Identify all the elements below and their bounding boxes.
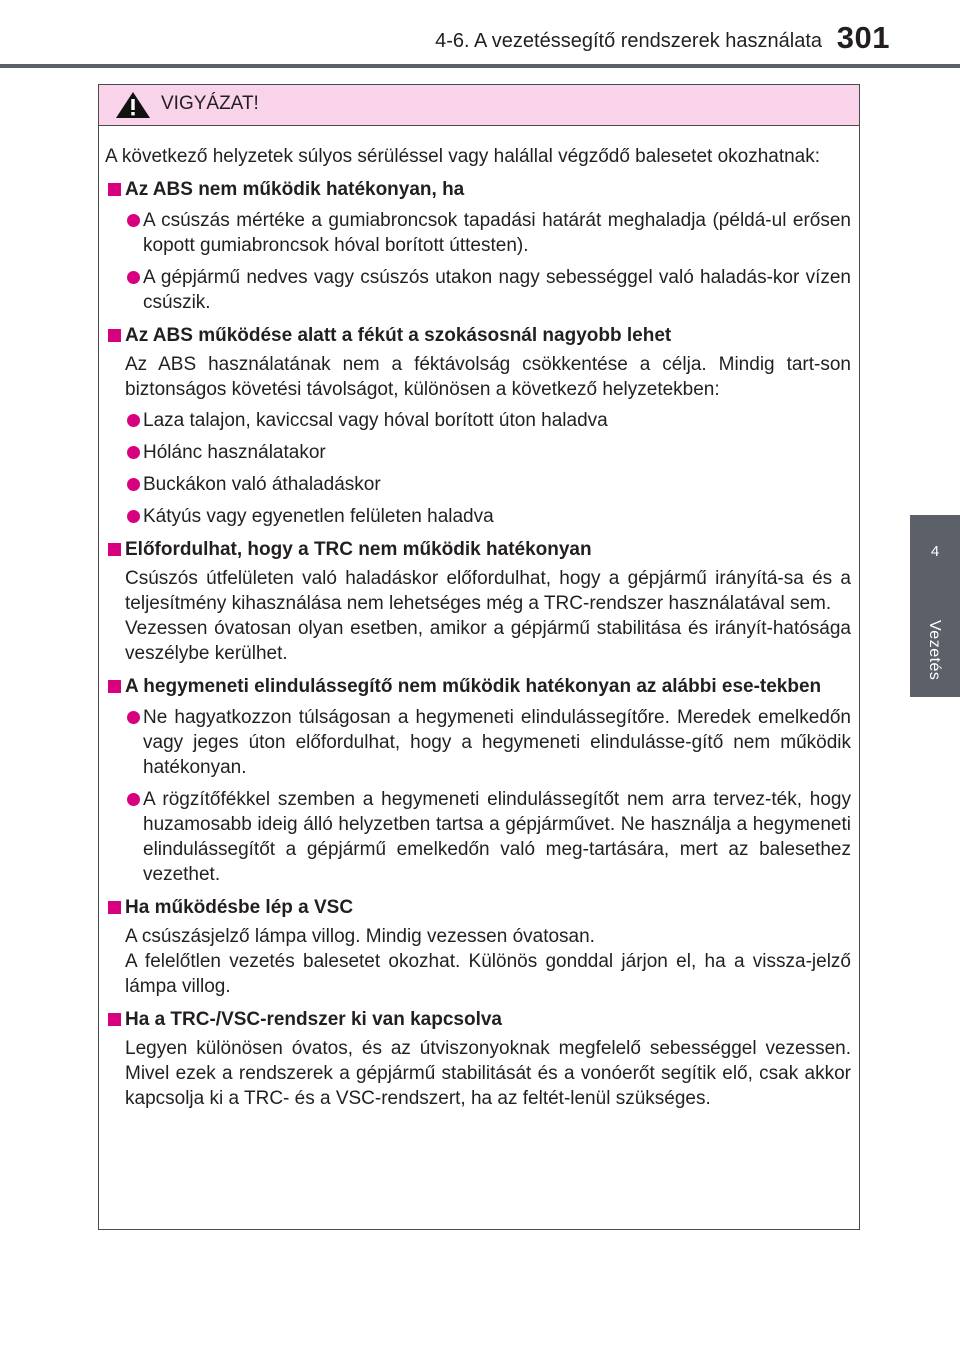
section-heading-text: Ha a TRC-/VSC-rendszer ki van kapcsolva	[125, 1009, 502, 1030]
list-item-text: Buckákon való áthaladáskor	[143, 474, 381, 495]
list-item	[105, 440, 851, 465]
list-item-text: Ne hagyatkozzon túlságosan a hegymeneti elindulássegítőre. Meredek emelkedőn vagy jeges úton előfordulhat, hogy a hegymeneti elindulásse-gítő nem működik hatékonyan.	[143, 707, 851, 778]
chapter-number: 4	[930, 543, 940, 560]
section-paragraph: A csúszásjelző lámpa villog. Mindig vezessen óvatosan.	[125, 926, 595, 947]
round-bullet-icon	[127, 793, 140, 806]
caution-header	[99, 85, 859, 126]
square-bullet-icon	[108, 680, 121, 693]
chapter-tab	[910, 515, 960, 697]
list-item-text: Laza talajon, kaviccsal vagy hóval borított úton haladva	[143, 410, 608, 431]
round-bullet-icon	[127, 510, 140, 523]
list-item	[105, 208, 851, 258]
square-bullet-icon	[108, 183, 121, 196]
round-bullet-icon	[127, 711, 140, 724]
section-heading-text: Előfordulhat, hogy a TRC nem működik hatékonyan	[125, 539, 592, 560]
section-heading-text: Ha működésbe lép a VSC	[125, 897, 354, 918]
square-bullet-icon	[108, 901, 121, 914]
round-bullet-icon	[127, 214, 140, 227]
round-bullet-icon	[127, 478, 140, 491]
square-bullet-icon	[108, 1013, 121, 1026]
section-paragraph: Vezessen óvatosan olyan esetben, amikor a gépjármű stabilitása és irányít-hatósága veszélybe kerülhet.	[125, 618, 851, 664]
section-heading	[105, 177, 851, 202]
section-paragraph: A felelőtlen vezetés balesetet okozhat. Különös gonddal járjon el, ha a vissza-jelző lámpa villog.	[125, 951, 851, 997]
section-heading	[105, 1007, 851, 1032]
section-heading	[105, 323, 851, 348]
square-bullet-icon	[108, 543, 121, 556]
header-rule	[0, 64, 960, 68]
list-item-text: A rögzítőfékkel szemben a hegymeneti elindulássegítőt nem arra tervez-ték, hogy huzamosabb ideig álló helyzetben tartsa a gépjárművet. Ne használja a hegymeneti elindulássegítőt a gépjármű emelkedőn való meg-tartására, mert az balesethez vezethet.	[143, 789, 851, 885]
list-item	[105, 705, 851, 780]
caution-intro: A következő helyzetek súlyos sérüléssel vagy halállal végződő balesetet okozhatnak:	[105, 146, 821, 167]
round-bullet-icon	[127, 271, 140, 284]
section-heading	[105, 537, 851, 562]
section-paragraph: Legyen különösen óvatos, és az útviszonyoknak megfelelő sebességgel vezessen. Mivel ezek a rendszerek a gépjármű stabilitását és a vonóerőt segítik elő, csak akkor kapcsolja ki a TRC- és a VSC-rendszert, ha az feltét-lenül szükséges.	[125, 1038, 851, 1109]
list-item	[105, 408, 851, 433]
list-item	[105, 504, 851, 529]
chapter-label: Vezetés	[926, 620, 943, 681]
section-heading-text: Az ABS nem működik hatékonyan, ha	[125, 179, 465, 200]
section-heading-text: A hegymeneti elindulássegítő nem működik hatékonyan az alábbi ese-tekben	[125, 676, 822, 697]
caution-box	[98, 84, 860, 1230]
list-item-text: A gépjármű nedves vagy csúszós utakon nagy sebességgel való haladás-kor vízen csúszik.	[143, 267, 851, 313]
section-title: 4-6. A vezetéssegítő rendszerek használata	[435, 30, 822, 52]
caution-body	[99, 126, 859, 1111]
square-bullet-icon	[108, 329, 121, 342]
list-item-text: A csúszás mértéke a gumiabroncsok tapadási határát meghaladja (példá-ul erősen kopott gumiabroncsok hóval borított úttesten).	[143, 210, 851, 256]
list-item-text: Hólánc használatakor	[143, 442, 326, 463]
page-number: 301	[836, 20, 890, 55]
section-paragraph: Csúszós útfelületen való haladáskor előfordulhat, hogy a gépjármű irányítá-sa és a teljesítmény kihasználása nem lehetséges még a TRC-rendszer használatával sem.	[125, 568, 851, 614]
list-item	[105, 265, 851, 315]
round-bullet-icon	[127, 414, 140, 427]
section-heading-text: Az ABS működése alatt a fékút a szokásosnál nagyobb lehet	[125, 325, 672, 346]
section-paragraph: Az ABS használatának nem a féktávolság csökkentése a célja. Mindig tart-son biztonságos követési távolságot, különösen a következő helyzetekben:	[125, 354, 851, 400]
section-heading	[105, 895, 851, 920]
section-heading	[105, 674, 851, 699]
caution-heading: VIGYÁZAT!	[161, 93, 259, 114]
list-item-text: Kátyús vagy egyenetlen felületen haladva	[143, 506, 494, 527]
round-bullet-icon	[127, 446, 140, 459]
warning-triangle-icon	[115, 91, 151, 119]
list-item	[105, 472, 851, 497]
list-item	[105, 787, 851, 887]
